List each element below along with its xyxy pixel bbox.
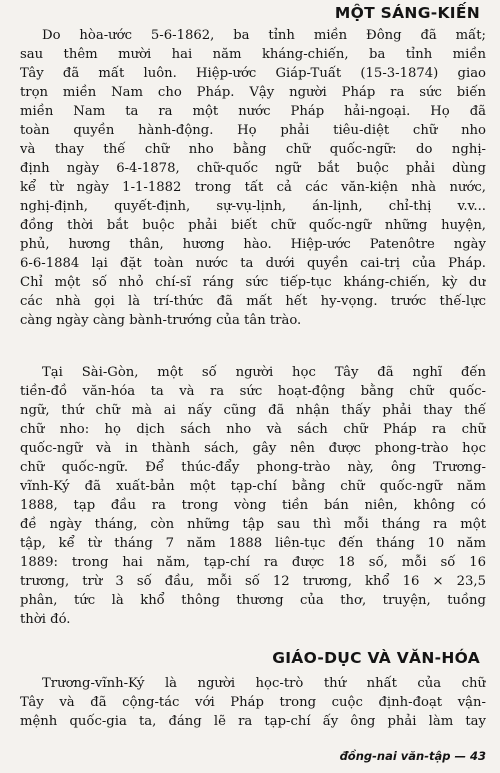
text-line: kể từ ngày 1-1-1882 trong tất cả các văn-kiện nhà nước, [20, 180, 486, 195]
text-line: Tây đã mất luôn. Hiệp-ước Giáp-Tuất (15-3-1874) giao [20, 66, 486, 81]
text-line: toàn quyền hành-động. Họ phải tiêu-diệt chữ nho [20, 123, 486, 138]
text-line: trọn miền Nam cho Pháp. Vậy người Pháp ra sức biến [20, 85, 486, 100]
text-line: tiền-đồ văn-hóa ta và ra sức hoạt-động bằng chữ quốc- [20, 384, 486, 399]
paragraph-2 [20, 363, 486, 629]
text-line: 6-6-1884 lại đặt toàn nước ta dưới quyền cai-trị của Pháp. [20, 256, 486, 271]
text-line: trương, trừ 3 số đầu, mỗi số 12 trương, khổ 16 × 23,5 [20, 574, 486, 589]
text-line: sau thêm mười hai năm kháng-chiến, ba tỉnh miền [20, 47, 486, 62]
paragraph-1 [20, 26, 486, 330]
text-line: vĩnh-Ký đã xuất-bản một tạp-chí bằng chữ quốc-ngữ năm [20, 479, 486, 494]
text-line: Trương-vĩnh-Ký là người học-trò thứ nhất của chữ [42, 676, 486, 691]
text-line: phân, tức là khổ thông thương của thơ, truyện, tuồng [20, 593, 486, 608]
text-line: chữ quốc-ngữ. Để thúc-đẩy phong-trào này, ông Trương- [20, 460, 486, 475]
text-line: Tây và đã cộng-tác với Pháp trong cuộc định-đoạt vận- [20, 695, 486, 710]
text-line: 1889: trong hai năm, tạp-chí ra được 18 số, mỗi số 16 [20, 555, 486, 570]
text-line: quốc-ngữ và in thành sách, gây nên được phong-trào học [20, 441, 486, 456]
text-line: định ngày 6-4-1878, chữ-quốc ngữ bắt buộc phải dùng [20, 161, 486, 176]
text-line: Tại Sài-Gòn, một số người học Tây đã nghĩ đến [42, 365, 486, 380]
text-line: chữ nho: họ dịch sách nho và sách chữ Pháp ra chữ [20, 422, 486, 437]
text-line: và thay thế chữ nho bằng chữ quốc-ngữ: do nghị- [20, 142, 486, 157]
text-line: ngữ, thứ chữ mà ai nấy cũng đã nhận thấy phải thay thế [20, 403, 486, 418]
page-footer: đồng-nai văn-tập — 43 [339, 749, 486, 763]
paragraph-3 [20, 674, 486, 731]
text-line: càng ngày càng bành-trướng của tân trào. [20, 313, 302, 328]
text-line: mệnh quốc-gia ta, đáng lẽ ra tạp-chí ấy ông phải làm tay [20, 714, 486, 729]
text-line: Chỉ một số nhỏ chí-sĩ ráng sức tiếp-tục kháng-chiến, kỳ dư [20, 275, 486, 290]
section-title: MỘT SÁNG-KIẾN [334, 4, 480, 22]
text-line: đồng thời bắt buộc phải biết chữ quốc-ngữ những huyện, [20, 218, 486, 233]
text-line: nghị-định, quyết-định, sự-vụ-lịnh, án-lịnh, chỉ-thị v.v... [20, 199, 486, 214]
section-title-2: GIÁO-DỤC VÀ VĂN-HÓA [272, 649, 480, 667]
text-line: Do hòa-ước 5-6-1862, ba tỉnh miền Đông đã mất; [42, 28, 486, 43]
text-line: miền Nam ta ra một nước Pháp hải-ngoại. Họ đã [20, 104, 486, 119]
text-line: thời đó. [20, 612, 71, 627]
text-line: tập, kể từ tháng 7 năm 1888 liên-tục đến tháng 10 năm [20, 536, 486, 551]
text-line: 1888, tạp đầu ra trong vòng tiền bán niên, không có [20, 498, 486, 513]
text-line: các nhà gọi là trí-thức đã mất hết hy-vọng. trước thế-lực [20, 294, 486, 309]
text-line: đề ngày tháng, còn những tập sau thì mỗi tháng ra một [20, 517, 486, 532]
text-line: phủ, hương thân, hương hào. Hiệp-ước Patenôtre ngày [20, 237, 486, 252]
